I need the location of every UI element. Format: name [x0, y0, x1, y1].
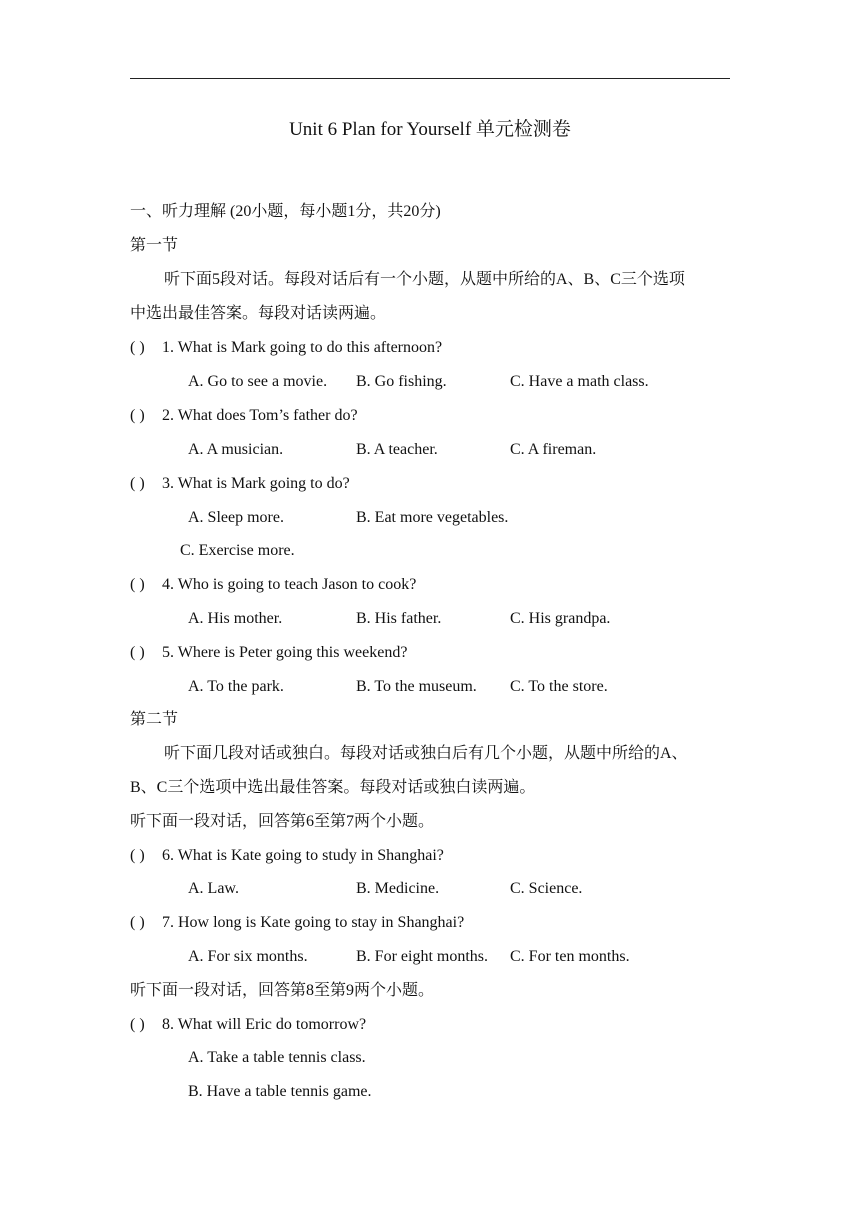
part2-instruction-line2: B、C三个选项中选出最佳答案。每段对话或独白读两遍。	[130, 779, 536, 796]
question-5: 5. Where is Peter going this weekend?	[162, 644, 408, 661]
part2-instruction-line1: 听下面几段对话或独白。每段对话或独白后有几个小题，从题中所给的A、	[164, 745, 688, 762]
q1-option-a: A. Go to see a movie.	[188, 373, 328, 390]
document-title: Unit 6 Plan for Yourself 单元检测卷	[289, 119, 571, 140]
answer-blank[interactable]: ( )	[130, 644, 145, 661]
dialogue-note-8-9: 听下面一段对话，回答第8至第9两个小题。	[130, 982, 435, 999]
question-3: 3. What is Mark going to do?	[162, 475, 350, 492]
q4-option-b: B. His father.	[356, 610, 442, 627]
answer-blank[interactable]: ( )	[130, 914, 145, 931]
q5-option-b: B. To the museum.	[356, 678, 477, 695]
part1-label: 第一节	[130, 237, 179, 254]
q1-option-c: C. Have a math class.	[510, 373, 649, 390]
part1-instruction-line1: 听下面5段对话。每段对话后有一个小题，从题中所给的A、B、C三个选项	[164, 271, 685, 288]
answer-blank[interactable]: ( )	[130, 475, 145, 492]
q2-option-a: A. A musician.	[188, 441, 284, 458]
q3-option-b: B. Eat more vegetables.	[356, 509, 509, 526]
q2-option-b: B. A teacher.	[356, 441, 438, 458]
q4-option-a: A. His mother.	[188, 610, 283, 627]
question-2: 2. What does Tom’s father do?	[162, 407, 358, 424]
dialogue-note-6-7: 听下面一段对话，回答第6至第7两个小题。	[130, 813, 435, 830]
question-1: 1. What is Mark going to do this afternoon?	[162, 339, 443, 356]
q7-option-c: C. For ten months.	[510, 948, 630, 965]
answer-blank[interactable]: ( )	[130, 407, 145, 424]
q7-option-b: B. For eight months.	[356, 948, 489, 965]
header-rule	[130, 78, 730, 79]
part2-label: 第二节	[130, 711, 179, 728]
part1-instruction-line2: 中选出最佳答案。每段对话读两遍。	[130, 305, 387, 322]
q3-option-a: A. Sleep more.	[188, 509, 284, 526]
q8-option-b: B. Have a table tennis game.	[188, 1083, 372, 1100]
q6-option-b: B. Medicine.	[356, 880, 440, 897]
question-4: 4. Who is going to teach Jason to cook?	[162, 576, 417, 593]
q1-option-b: B. Go fishing.	[356, 373, 447, 390]
answer-blank[interactable]: ( )	[130, 576, 145, 593]
q8-option-a: A. Take a table tennis class.	[188, 1049, 366, 1066]
q6-option-c: C. Science.	[510, 880, 583, 897]
answer-blank[interactable]: ( )	[130, 847, 145, 864]
q7-option-a: A. For six months.	[188, 948, 308, 965]
answer-blank[interactable]: ( )	[130, 339, 145, 356]
question-7: 7. How long is Kate going to stay in Shanghai?	[162, 914, 465, 931]
section-heading: 一、听力理解 (20小题，每小题1分，共20分)	[130, 203, 441, 220]
q5-option-c: C. To the store.	[510, 678, 608, 695]
question-6: 6. What is Kate going to study in Shanghai?	[162, 847, 444, 864]
question-8: 8. What will Eric do tomorrow?	[162, 1016, 367, 1033]
q3-option-c: C. Exercise more.	[180, 542, 295, 559]
q6-option-a: A. Law.	[188, 880, 239, 897]
q2-option-c: C. A fireman.	[510, 441, 597, 458]
q5-option-a: A. To the park.	[188, 678, 284, 695]
answer-blank[interactable]: ( )	[130, 1016, 145, 1033]
q4-option-c: C. His grandpa.	[510, 610, 611, 627]
